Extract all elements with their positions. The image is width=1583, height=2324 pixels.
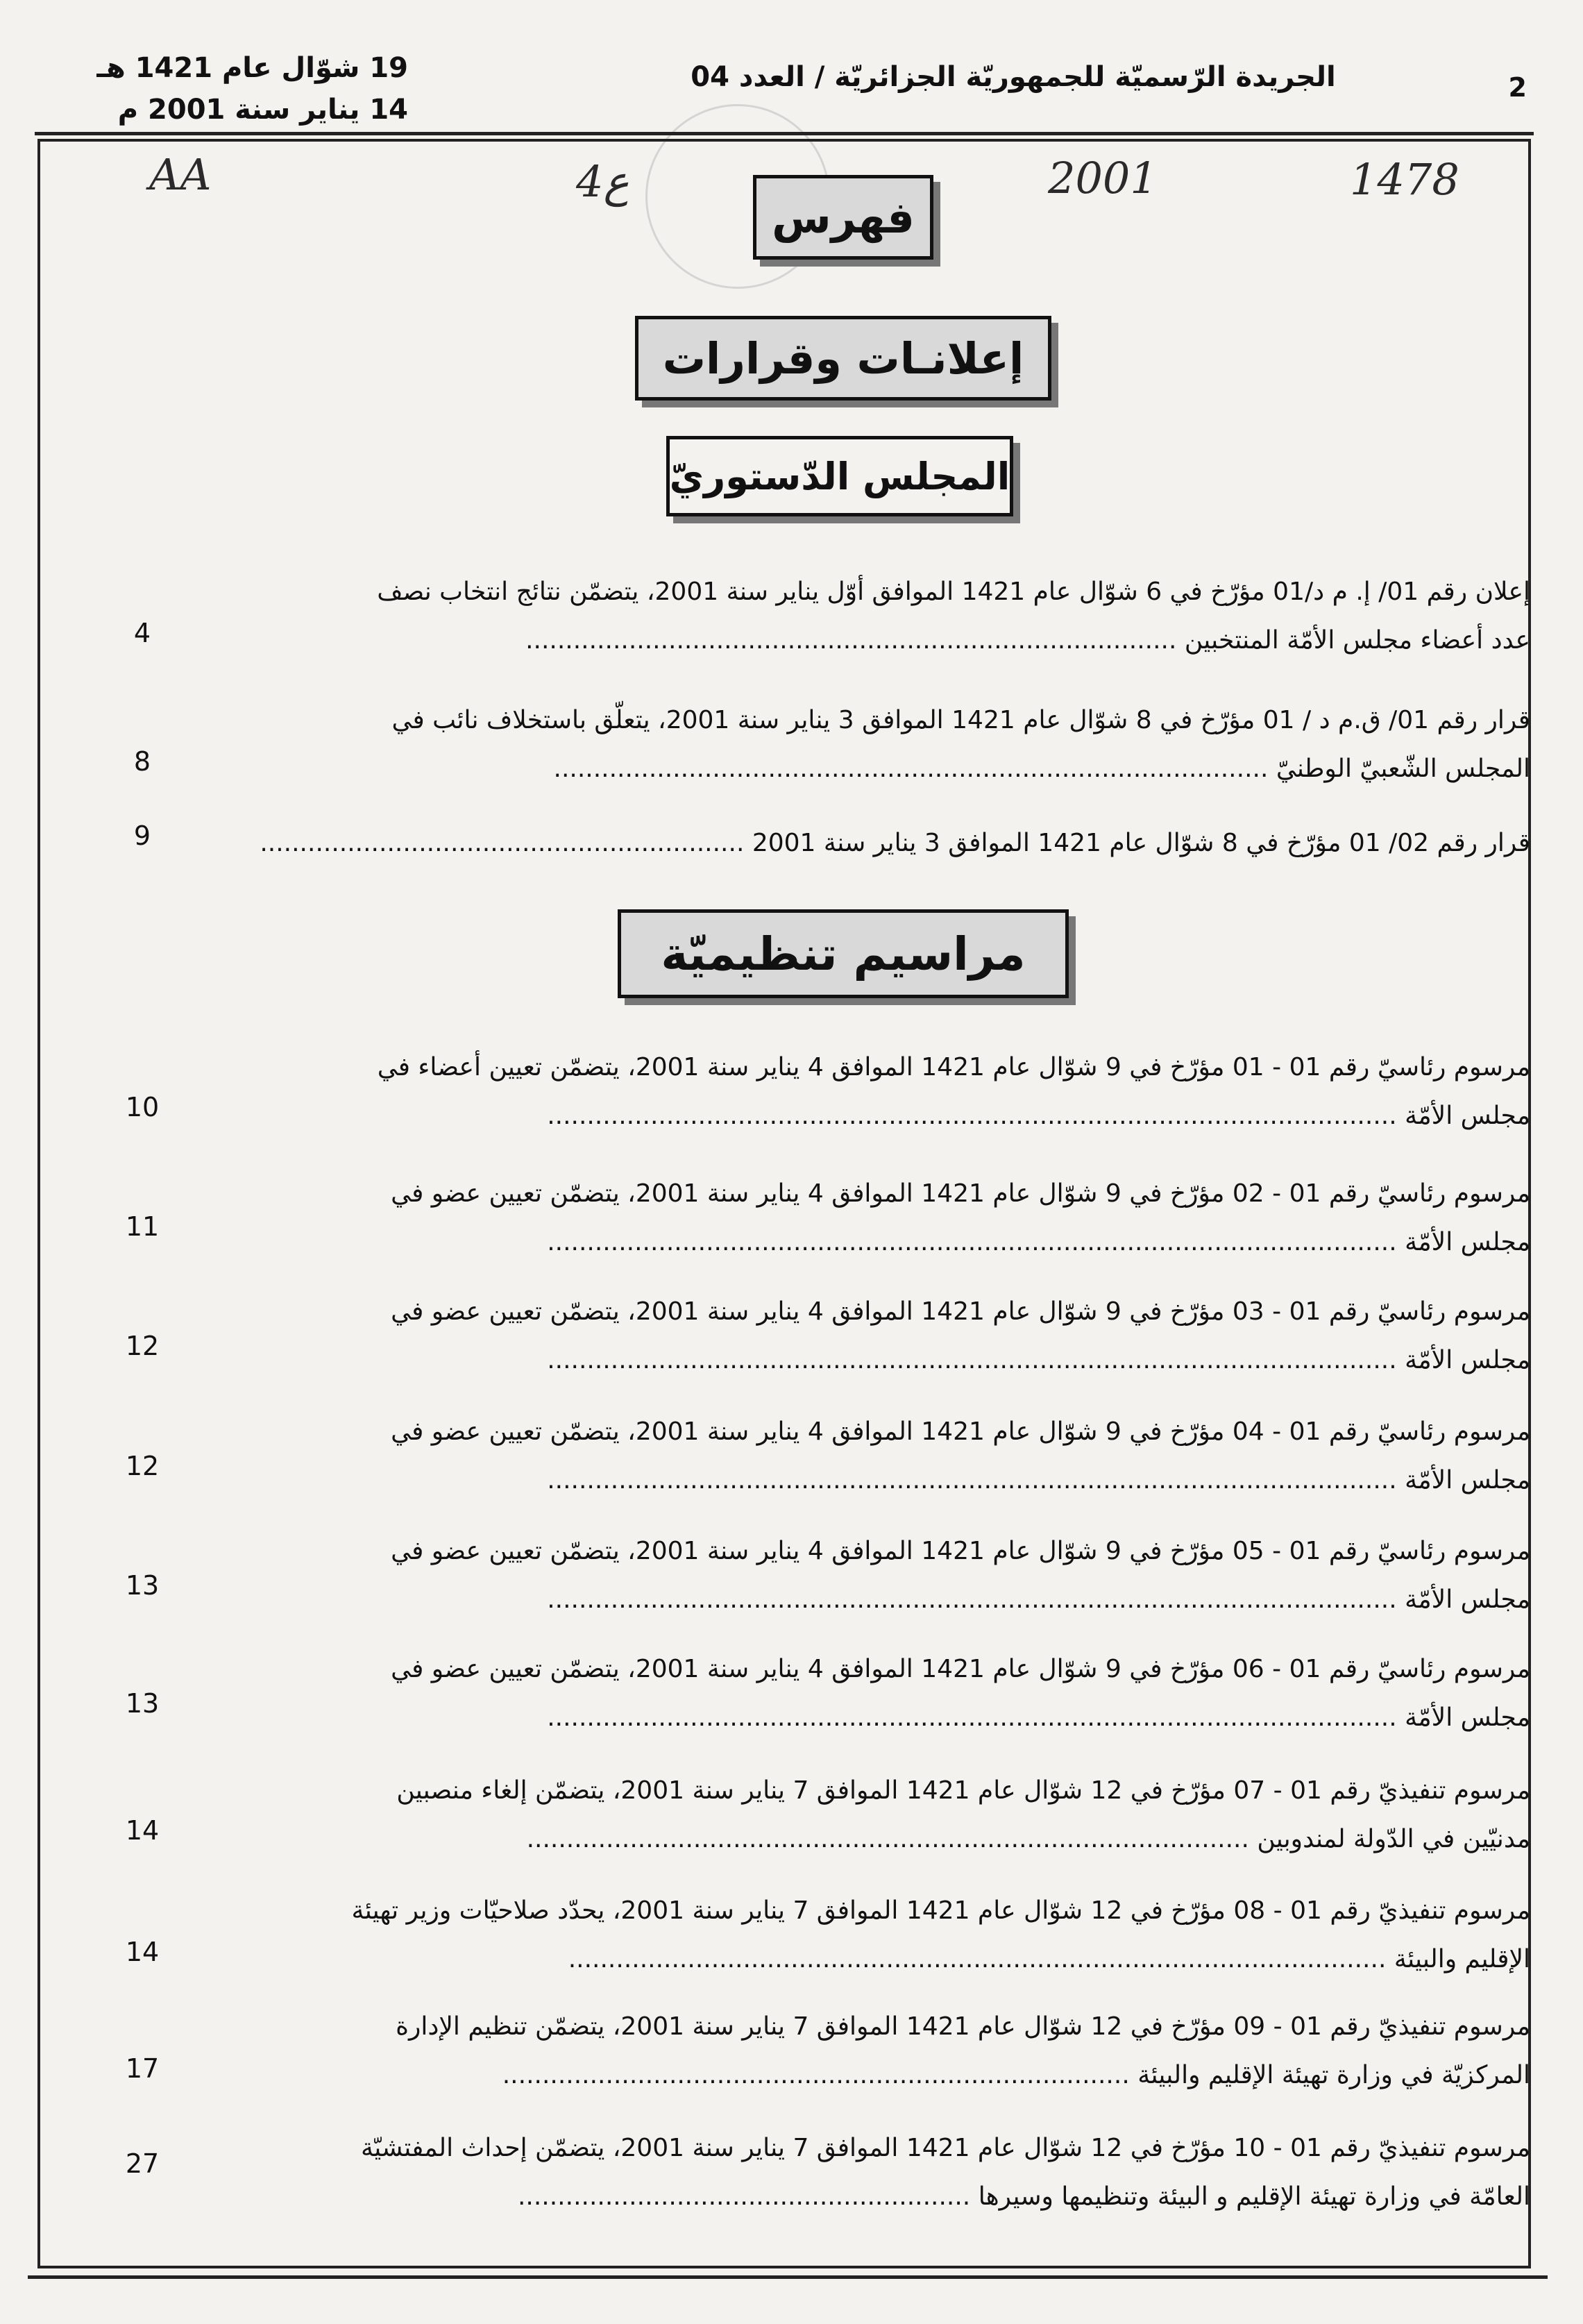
toc-page-number: 13 <box>125 1570 160 1601</box>
toc-entry-text-cont: مجلس الأمّة ........................................................................................................... <box>547 1346 1530 1374</box>
handwritten-mark-left: AA <box>149 149 212 200</box>
toc-entry-text-cont: المركزيّة في وزارة تهيئة الإقليم والبيئة ............................................................................... <box>502 2061 1530 2089</box>
toc-entry-text: مرسوم تنفيذيّ رقم 01 - 08 مؤرّخ في 12 شوّال عام 1421 الموافق 7 يناير سنة 2001، يحدّد صلاحيّات وزير تهيئة <box>351 1896 1530 1925</box>
toc-entry-text: قرار رقم 02/ 01 مؤرّخ في 8 شوّال عام 1421 الموافق 3 يناير سنة 2001 ............................................................. <box>260 829 1530 857</box>
handwritten-mark-right: 1478 <box>1350 154 1459 205</box>
index-title-text: فهرس <box>772 192 915 243</box>
toc-entry-text-cont: مدنيّين في الدّولة لمندوبين ........................................................................................... <box>526 1825 1530 1853</box>
toc-entry-text-cont: مجلس الأمّة ........................................................................................................... <box>547 1466 1530 1494</box>
toc-entry-text-cont: المجلس الشّعبيّ الوطنيّ .......................................................................................... <box>553 755 1530 783</box>
toc-entry-text: مرسوم تنفيذيّ رقم 01 - 09 مؤرّخ في 12 شوّال عام 1421 الموافق 7 يناير سنة 2001، يتضمّن تنظيم الإدارة <box>396 2012 1530 2041</box>
toc-entry <box>173 568 1530 665</box>
toc-entry <box>173 1408 1530 1505</box>
bottom-rule <box>28 2275 1548 2279</box>
toc-entry-text-cont: مجلس الأمّة ........................................................................................................... <box>547 1703 1530 1732</box>
section-council-text: المجلس الدّستوريّ <box>669 454 1010 498</box>
toc-page-number: 12 <box>125 1331 160 1361</box>
toc-page-number: 4 <box>133 618 151 648</box>
page-header <box>35 42 1534 135</box>
toc-entry-text: مرسوم رئاسيّ رقم 01 - 03 مؤرّخ في 9 شوّال عام 1421 الموافق 4 يناير سنة 2001، يتضمّن تعيين عضو في <box>391 1297 1530 1326</box>
toc-page-number: 10 <box>125 1092 160 1122</box>
toc-entry-text-cont: الإقليم والبيئة ....................................................................................................... <box>568 1945 1530 1973</box>
toc-entry <box>173 1043 1530 1140</box>
toc-entry-text-cont: مجلس الأمّة ........................................................................................................... <box>547 1228 1530 1256</box>
toc-entry <box>173 1170 1530 1267</box>
section-decrees-text: مراسيم تنظيميّة <box>661 927 1026 981</box>
toc-entry-text: مرسوم رئاسيّ رقم 01 - 06 مؤرّخ في 9 شوّال عام 1421 الموافق 4 يناير سنة 2001، يتضمّن تعيين عضو في <box>391 1655 1530 1683</box>
toc-entry-text-cont: عدد أعضاء مجلس الأمّة المنتخبين .................................................................................. <box>525 626 1530 655</box>
toc-entry <box>173 1527 1530 1624</box>
header-title: الجريدة الرّسميّة للجمهوريّة الجزائريّة / العدد 04 <box>691 61 1336 93</box>
section-decrees <box>618 909 1069 998</box>
toc-page-number: 11 <box>125 1211 160 1242</box>
toc-entry <box>173 2124 1530 2221</box>
toc-page-number: 12 <box>125 1451 160 1481</box>
section-announcements-text: إعلانـات وقرارات <box>662 332 1024 384</box>
header-date-gregorian: 14 يناير سنة 2001 م <box>117 94 408 126</box>
toc-entry-text-cont: مجلس الأمّة ........................................................................................................... <box>547 1585 1530 1614</box>
toc-entry <box>173 1645 1530 1742</box>
toc-entry <box>173 819 1530 868</box>
toc-entry-text: قرار رقم 01/ ق.م د / 01 مؤرّخ في 8 شوّال عام 1421 الموافق 3 يناير سنة 2001، يتعلّق باستخلاف نائب في <box>391 706 1530 734</box>
toc-entry <box>173 1288 1530 1385</box>
section-announcements <box>635 316 1051 401</box>
toc-entry-text: مرسوم رئاسيّ رقم 01 - 02 مؤرّخ في 9 شوّال عام 1421 الموافق 4 يناير سنة 2001، يتضمّن تعيين عضو في <box>391 1179 1530 1208</box>
toc-entry-text: مرسوم تنفيذيّ رقم 01 - 07 مؤرّخ في 12 شوّال عام 1421 الموافق 7 يناير سنة 2001، يتضمّن إلغاء منصبين <box>396 1776 1530 1805</box>
handwritten-mark-year: 2001 <box>1048 153 1158 203</box>
header-date-hijri: 19 شوّال عام 1421 هـ <box>96 52 408 84</box>
header-dates <box>47 47 408 130</box>
toc-entry <box>173 1887 1530 1984</box>
toc-entry <box>173 2003 1530 2100</box>
toc-entry-text-cont: مجلس الأمّة ........................................................................................................... <box>547 1102 1530 1130</box>
toc-entry-text: مرسوم رئاسيّ رقم 01 - 01 مؤرّخ في 9 شوّال عام 1421 الموافق 4 يناير سنة 2001، يتضمّن تعيين أعضاء في <box>377 1053 1530 1081</box>
toc-page-number: 9 <box>133 820 151 851</box>
toc-page-number: 27 <box>125 2148 160 2179</box>
toc-entry-text: مرسوم رئاسيّ رقم 01 - 04 مؤرّخ في 9 شوّال عام 1421 الموافق 4 يناير سنة 2001، يتضمّن تعيين عضو في <box>391 1417 1530 1446</box>
toc-page-number: 14 <box>125 1937 160 1967</box>
toc-entry-text: مرسوم رئاسيّ رقم 01 - 05 مؤرّخ في 9 شوّال عام 1421 الموافق 4 يناير سنة 2001، يتضمّن تعيين عضو في <box>391 1537 1530 1565</box>
toc-page-number: 8 <box>133 746 151 777</box>
page-number: 2 <box>1508 72 1527 103</box>
toc-entry-text-cont: العامّة في وزارة تهيئة الإقليم و البيئة وتنظيمها وسيرها ......................................................... <box>517 2182 1530 2211</box>
section-council <box>666 436 1013 516</box>
toc-entry <box>173 696 1530 793</box>
toc-page-number: 14 <box>125 1815 160 1846</box>
index-title <box>753 175 933 260</box>
toc-page-number: 17 <box>125 2053 160 2084</box>
toc-entry <box>173 1767 1530 1864</box>
toc-page-number: 13 <box>125 1688 160 1719</box>
toc-entry-text: مرسوم تنفيذيّ رقم 01 - 10 مؤرّخ في 12 شوّال عام 1421 الموافق 7 يناير سنة 2001، يتضمّن إحداث المفتشيّة <box>360 2134 1530 2162</box>
toc-entry-text: إعلان رقم 01/ إ. م د/01 مؤرّخ في 6 شوّال عام 1421 الموافق أوّل يناير سنة 2001، يتضمّن نتائج انتخاب نصف <box>377 578 1530 606</box>
handwritten-mark-center: ع4 <box>576 156 629 207</box>
